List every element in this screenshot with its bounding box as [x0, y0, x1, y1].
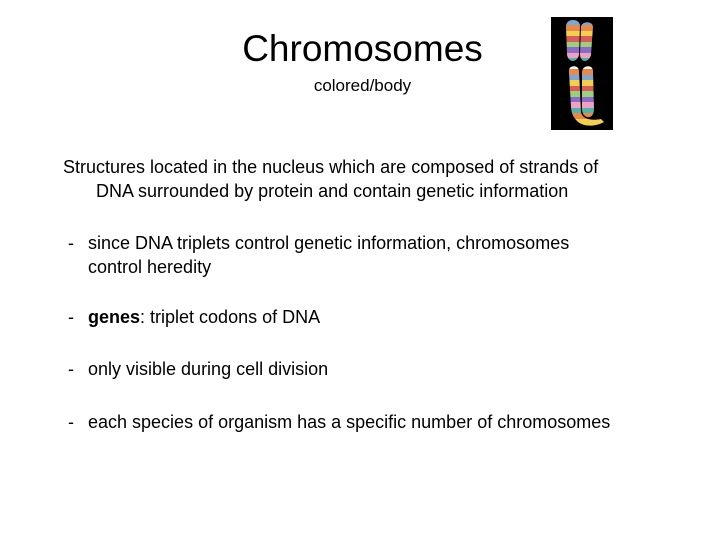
- bullet-dash: -: [68, 307, 74, 327]
- chromosome-icon: [551, 17, 613, 130]
- bullet-dash: -: [68, 359, 74, 379]
- bullet-dash: -: [68, 412, 74, 432]
- definition-line-1: Structures located in the nucleus which are composed of strands of: [63, 157, 599, 177]
- bullet-genes-text: [68, 305, 708, 329]
- chromosome-image: [551, 17, 613, 130]
- bullet-species-number: [68, 410, 708, 434]
- bullet-visibility-text: only visible during cell division: [88, 359, 329, 379]
- bullet-dash: -: [68, 233, 74, 253]
- bullet-visibility: [68, 357, 708, 381]
- bullet-heredity-line-2: control heredity: [88, 257, 212, 277]
- bullet-genes: [68, 305, 708, 329]
- definition-text: [40, 155, 700, 203]
- bullet-species-number-text: each species of organism has a specific number of chromosomes: [88, 412, 611, 432]
- genes-term: genes: [88, 307, 141, 327]
- genes-definition: : triplet codons of DNA: [140, 307, 321, 327]
- definition-line-2: DNA surrounded by protein and contain genetic information: [96, 181, 569, 201]
- bullet-heredity-line-1: since DNA triplets control genetic information, chromosomes: [88, 233, 570, 253]
- slide-title: Chromosomes: [242, 28, 483, 69]
- bullet-heredity: [68, 231, 708, 279]
- slide-subtitle: colored/body: [313, 76, 412, 95]
